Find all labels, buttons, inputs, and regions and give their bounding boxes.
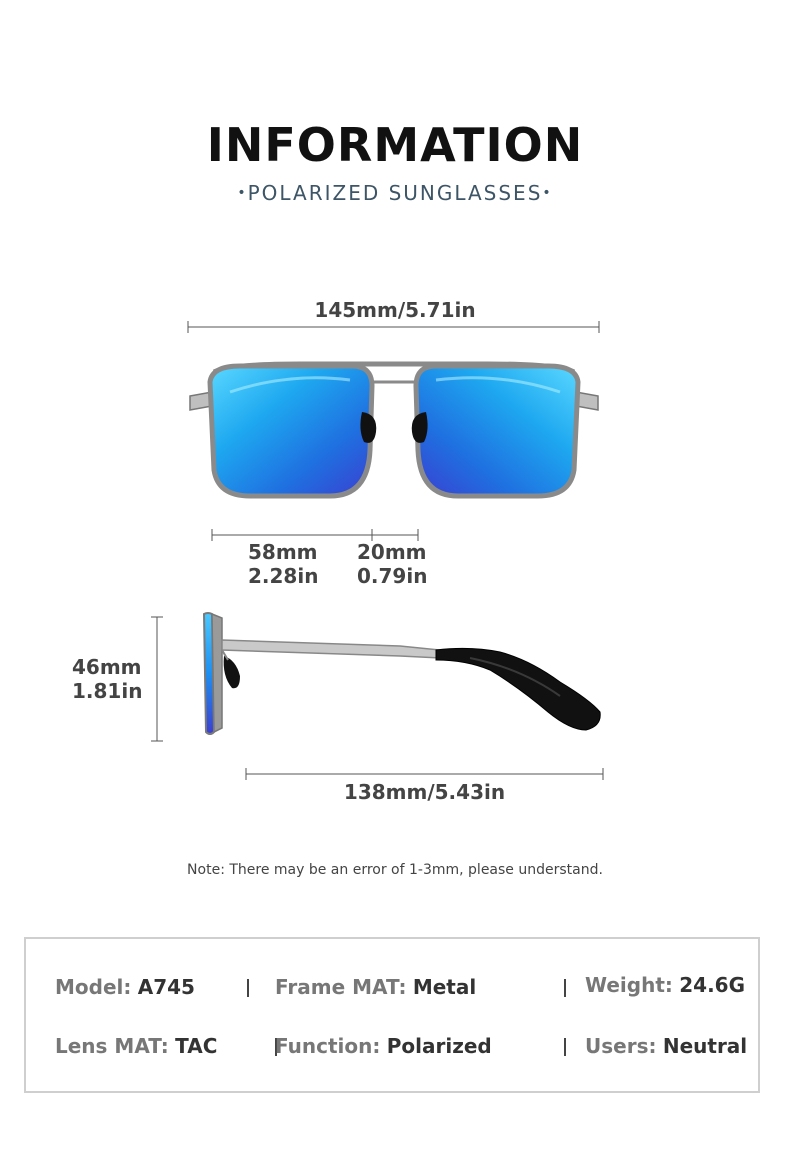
spec-lens-value: TAC — [175, 1034, 218, 1058]
spec-table — [24, 937, 760, 1093]
lens-width-label — [248, 540, 318, 588]
spec-frame — [275, 975, 476, 999]
total-width-label: 145mm/5.71in — [314, 298, 476, 322]
error-note: Note: There may be an error of 1-3mm, please understand. — [187, 862, 603, 878]
spec-model — [55, 975, 195, 999]
spec-model-value: A745 — [137, 975, 195, 999]
page-title: INFORMATION — [206, 118, 584, 172]
temple-length-measure-line — [246, 768, 603, 780]
glasses-front-view — [190, 364, 598, 496]
lens-height-mm: 46mm — [72, 655, 142, 679]
lens-height-label — [72, 655, 142, 703]
lens-height-measure-line — [151, 617, 163, 741]
glasses-side-view — [204, 613, 600, 734]
spec-frame-value: Metal — [412, 975, 477, 999]
lens-width-in: 2.28in — [248, 564, 319, 588]
spec-model-key: Model: — [55, 975, 132, 999]
subtitle-text: POLARIZED SUNGLASSES — [247, 181, 543, 205]
spec-weight-key: Weight: — [585, 973, 673, 997]
spec-function-value: Polarized — [386, 1034, 492, 1058]
lens-height-in: 1.81in — [72, 679, 143, 703]
divider — [564, 979, 566, 997]
bullet-left: • — [237, 185, 248, 201]
bridge-mm: 20mm — [357, 540, 427, 564]
spec-users — [585, 1034, 747, 1058]
bullet-right: • — [542, 185, 553, 201]
bridge-width-label — [357, 540, 427, 588]
divider — [564, 1038, 566, 1056]
bridge-in: 0.79in — [357, 564, 428, 588]
spec-weight-value: 24.6G — [679, 973, 746, 997]
spec-frame-key: Frame MAT: — [275, 975, 407, 999]
spec-lens — [55, 1034, 217, 1058]
spec-lens-key: Lens MAT: — [55, 1034, 169, 1058]
temple-length-label: 138mm/5.43in — [343, 780, 506, 804]
spec-weight — [585, 973, 745, 997]
total-width-measure-line — [188, 321, 599, 333]
lens-width-mm: 58mm — [248, 540, 318, 564]
spec-function-key: Function: — [275, 1034, 381, 1058]
spec-users-value: Neutral — [662, 1034, 748, 1058]
spec-users-key: Users: — [585, 1034, 657, 1058]
divider — [247, 979, 249, 997]
spec-function — [275, 1034, 492, 1058]
